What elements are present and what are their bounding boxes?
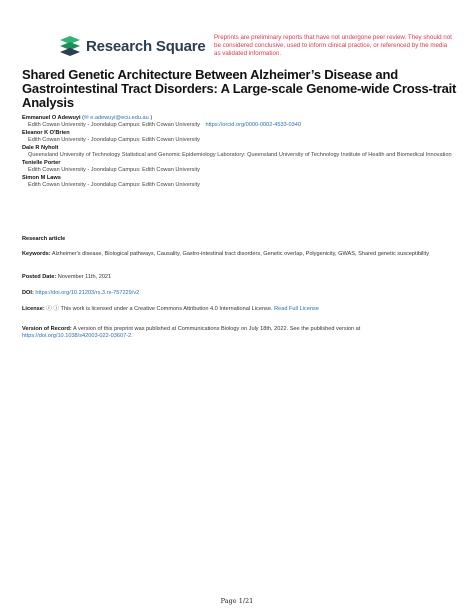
author-email-link[interactable]: e.adewuyi@ecu.edu.au (90, 115, 149, 121)
posted-date (22, 274, 452, 281)
author-name: ( (82, 115, 84, 121)
keywords-label: Keywords: (22, 251, 51, 257)
vor-text: A version of this preprint was published at Communications Biology on July 18th, 2022. See the published version at (72, 326, 361, 332)
read-full-license-link[interactable]: Read Full License (274, 306, 319, 312)
author-affiliation: Edith Cowan University - Joondalup Campus: Edith Cowan University (28, 167, 200, 173)
doi (22, 290, 452, 297)
author-entry (22, 145, 462, 159)
keywords-text: Alzheimer's disease, Biological pathways, Causality, Gastro-intestinal tract disorders, Genetic overlap, Polygenicity, GWAS, Shared genetic susceptibility (51, 251, 430, 257)
author-name: Tenielle Porter (22, 160, 61, 166)
author-affiliation: Edith Cowan University - Joondalup Campus: Edith Cowan University https://orcid.org/0000-0002-4533-0340 (28, 122, 301, 128)
author-name: Emmanuel O Adewuyi (22, 115, 81, 121)
author-affiliation: Edith Cowan University - Joondalup Campus: Edith Cowan University (28, 182, 200, 188)
keywords (22, 251, 452, 258)
author-entry (22, 175, 462, 189)
research-square-logo-icon (58, 36, 82, 56)
paper-title: Shared Genetic Architecture Between Alzheimer’s Disease and Gastrointestinal Tract Disorders: A Large-scale Genome-wide Cross-trait Analysis (22, 67, 457, 110)
research-square-logo[interactable] (58, 36, 206, 56)
author-affiliation: Edith Cowan University - Joondalup Campus: Edith Cowan University (28, 137, 200, 143)
posted-date-label: Posted Date: (22, 274, 57, 280)
license (22, 306, 452, 313)
version-of-record (22, 326, 452, 340)
license-text: This work is licensed under a Creative Commons Attribution 4.0 International License. (60, 306, 273, 312)
author-list (22, 115, 462, 190)
license-label: License: (22, 306, 45, 312)
doi-link[interactable]: https://doi.org/10.21203/rs.3.rs-757229/v2 (35, 290, 140, 296)
doi-label: DOI: (22, 290, 34, 296)
author-affiliation: Queensland University of Technology Statistical and Genomic Epidemiology Laboratory: Queensland University of Technology Institute of Health and Biomedical Innovation (28, 152, 452, 158)
page-number: Page 1/21 (220, 597, 254, 605)
author-entry (22, 130, 462, 144)
preprint-notice: Preprints are preliminary reports that have not undergone peer review. They should not be considered conclusive, used to inform clinical practice, or referenced by the media as validated information. (214, 34, 452, 57)
email-icon: ✉ (83, 115, 91, 121)
author-entry (22, 160, 462, 174)
author-name: Eleanor K O'Brien (22, 130, 70, 136)
vor-label: Version of Record: (22, 326, 72, 332)
article-type: Research article (22, 236, 66, 242)
cc-by-icon: ⓒ ⓘ (46, 306, 60, 312)
author-name: Dale R Nyholt (22, 145, 59, 151)
author-entry: Emmanuel O Adewuyi (✉ e.adewuyi@ecu.edu.au ) Edith Cowan University - Joondalup Campus: Edith Cowan University https://orcid.org/0000-0002-4533-0340 (22, 115, 462, 129)
author-name: Simon M Laws (22, 175, 61, 181)
orcid-link[interactable]: https://orcid.org/0000-0002-4533-0340 (205, 122, 301, 128)
logo-text: Research Square (86, 37, 206, 55)
vor-link[interactable]: https://doi.org/10.1038/s42003-022-03607-2. (22, 333, 133, 339)
posted-date-value: November 11th, 2021 (57, 274, 112, 280)
